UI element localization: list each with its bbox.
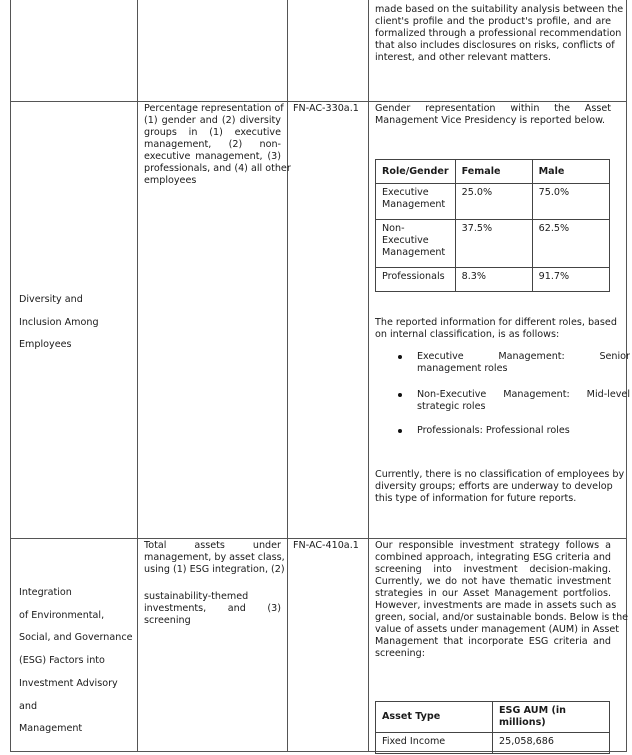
- esg-aum-cell: 25,058,686: [493, 733, 610, 754]
- male-cell: 62.5%: [532, 220, 609, 268]
- diversity-code: FN-AC-330a.1: [293, 103, 359, 114]
- bullet-item: [398, 351, 630, 375]
- roles-intro-line: on internal classification, is as follows:: [375, 329, 560, 340]
- roles-intro: [375, 317, 617, 341]
- esg-topic: [19, 582, 134, 741]
- male-cell: 91.7%: [532, 268, 609, 292]
- table-border-left: [10, 0, 11, 752]
- topic-line: Investment Advisory and: [19, 677, 118, 712]
- topic-line: (ESG) Factors into: [19, 655, 105, 667]
- esg-metric: [144, 540, 285, 576]
- row-divider-1: [10, 101, 626, 102]
- bullet-dot-icon: [398, 429, 402, 433]
- metric-line: Total assets under: [144, 540, 281, 551]
- table-row: [376, 733, 610, 754]
- asset-type-cell: Fixed Income: [376, 733, 493, 754]
- esg-aum-table: [375, 701, 610, 754]
- topic-line: Integration: [19, 587, 72, 598]
- header-cell: Male: [532, 160, 609, 184]
- esg-metric-cont: [144, 591, 281, 627]
- metric-line: management, by asset class,: [144, 552, 285, 563]
- bullet-item: [398, 425, 630, 437]
- diversity-metric: [144, 103, 291, 187]
- diversity-closing: [375, 469, 625, 505]
- diversity-topic: [19, 289, 131, 357]
- response-line: strategies in our Asset Management portfolios.: [375, 588, 611, 599]
- response-line: screening into investment decision-making.: [375, 564, 611, 575]
- topic-line: Employees: [19, 339, 72, 350]
- metric-line: management, (2) non-: [144, 139, 281, 150]
- table-row: [376, 220, 610, 268]
- bullet-line: strategic roles: [417, 401, 486, 412]
- esg-aum-header: [376, 702, 610, 733]
- bullet-item: [398, 389, 630, 413]
- table-border-right: [626, 0, 627, 752]
- closing-line: this type of information for future reports.: [375, 493, 577, 504]
- esg-response: [375, 540, 629, 660]
- female-cell: 25.0%: [455, 184, 532, 220]
- topic-line: Diversity and: [19, 294, 83, 305]
- metric-line: executive management, (3): [144, 151, 281, 162]
- metric-line: groups in (1) executive: [144, 127, 281, 138]
- response-line: interest, and other relevant matters.: [375, 52, 551, 63]
- intro-line: Gender representation within the Asset: [375, 103, 611, 114]
- column-divider-3: [368, 0, 369, 752]
- role-cell: Non-Executive Management: [376, 220, 456, 268]
- roles-intro-line: The reported information for different roles, based: [375, 317, 617, 328]
- metric-line: (1) gender and (2) diversity: [144, 115, 281, 126]
- response-line: made based on the suitability analysis between the: [375, 4, 624, 15]
- metric-line: professionals, and (4) all other: [144, 163, 291, 174]
- response-line: Management that incorporate ESG criteria and: [375, 636, 611, 647]
- response-line: Our responsible investment strategy follows a: [375, 540, 611, 551]
- bullet-line: Professionals: Professional roles: [417, 425, 570, 436]
- male-cell: 75.0%: [532, 184, 609, 220]
- response-line: value of assets under management (AUM) in Asset: [375, 624, 620, 635]
- closing-line: Currently, there is no classification of employees by: [375, 469, 625, 480]
- topic-line: Social, and Governance: [19, 632, 133, 644]
- diversity-intro: [375, 103, 611, 127]
- header-cell: Asset Type: [376, 702, 493, 733]
- bullet-dot-icon: [398, 393, 402, 397]
- bullet-line: management roles: [417, 363, 508, 374]
- response-line: Currently, we do not have thematic investment: [375, 576, 611, 587]
- response-line: However, investments are made in assets such as: [375, 600, 617, 611]
- topic-line: Management: [19, 723, 83, 735]
- gender-table-header: [376, 160, 610, 184]
- header-cell: Female: [455, 160, 532, 184]
- column-divider-2: [287, 0, 288, 752]
- metric-line: investments, and (3): [144, 603, 281, 614]
- bullet-line: Non-Executive Management: Mid-level: [417, 389, 630, 400]
- closing-line: diversity groups; efforts are underway to develop: [375, 481, 613, 492]
- role-cell: Professionals: [376, 268, 456, 292]
- metric-line: employees: [144, 175, 197, 186]
- role-cell: Executive Management: [376, 184, 456, 220]
- table-row: [376, 184, 610, 220]
- metric-line: using (1) ESG integration, (2): [144, 564, 285, 575]
- intro-line: Management Vice Presidency is reported below.: [375, 115, 606, 126]
- female-cell: 37.5%: [455, 220, 532, 268]
- esg-code: FN-AC-410a.1: [293, 540, 359, 551]
- response-line: formalized through a professional recommendation: [375, 28, 622, 39]
- column-divider-1: [137, 0, 138, 752]
- topic-line: of Environmental,: [19, 609, 105, 621]
- gender-table: [375, 159, 610, 292]
- header-cell: ESG AUM (in millions): [493, 702, 610, 733]
- response-line: green, social, and/or sustainable bonds. Below is the: [375, 612, 629, 623]
- response-line: screening:: [375, 648, 425, 659]
- female-cell: 8.3%: [455, 268, 532, 292]
- response-line: client's profile and the product's profile, and are: [375, 16, 611, 27]
- metric-line: Percentage representation of: [144, 103, 284, 114]
- row0-response: [375, 4, 624, 64]
- response-line: that also includes disclosures on risks, conflicts of: [375, 40, 615, 51]
- metric-line: sustainability-themed: [144, 591, 249, 602]
- row-divider-2: [10, 538, 626, 539]
- table-row: [376, 268, 610, 292]
- response-line: combined approach, integrating ESG criteria and: [375, 552, 611, 563]
- header-cell: Role/Gender: [376, 160, 456, 184]
- bullet-dot-icon: [398, 355, 402, 359]
- bullet-line: Executive Management: Senior: [417, 351, 630, 362]
- topic-line: Inclusion Among: [19, 316, 99, 328]
- metric-line: screening: [144, 615, 191, 626]
